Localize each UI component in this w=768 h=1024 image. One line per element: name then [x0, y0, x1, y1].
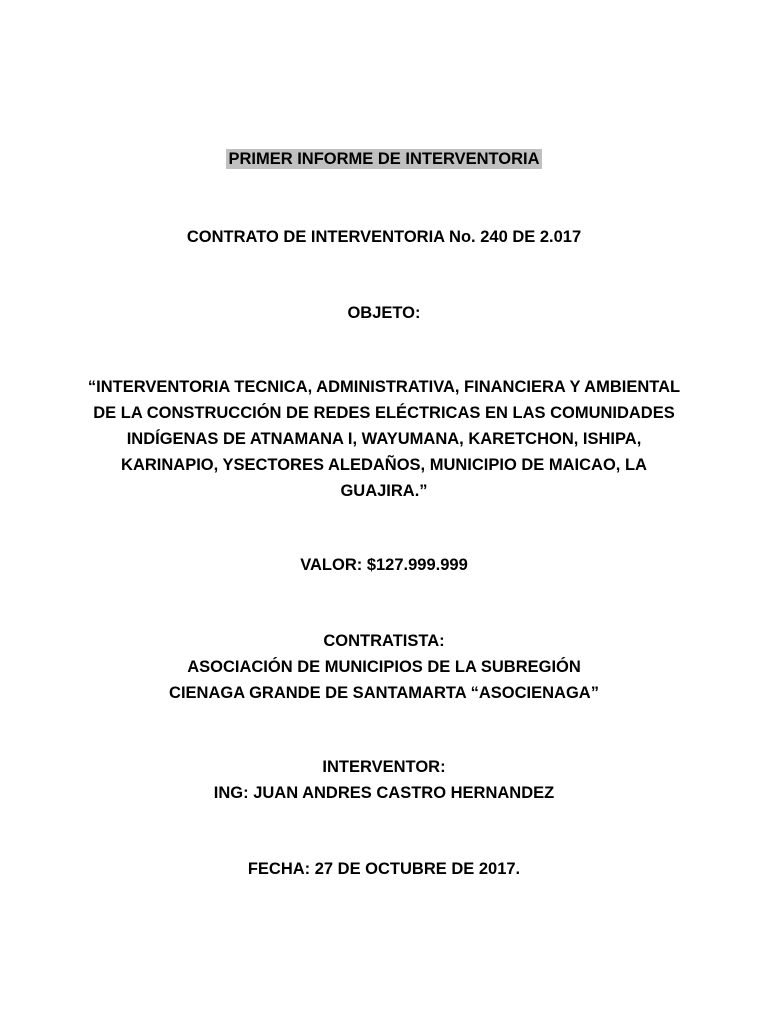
supervisor-label: INTERVENTOR:	[322, 758, 446, 776]
contractor-line-1: ASOCIACIÓN DE MUNICIPIOS DE LA SUBREGIÓN	[187, 658, 581, 676]
contract-value: VALOR: $127.999.999	[300, 556, 468, 574]
report-title-line	[60, 147, 708, 172]
report-title: PRIMER INFORME DE INTERVENTORIA	[228, 150, 540, 168]
supervisor-name: ING: JUAN ANDRES CASTRO HERNANDEZ	[213, 784, 555, 802]
contract-number: CONTRATO DE INTERVENTORIA No. 240 DE 2.017	[186, 228, 582, 246]
object-line-3: INDÍGENAS DE ATNAMANA I, WAYUMANA, KARETCHON, ISHIPA,	[126, 430, 642, 448]
contractor-label: CONTRATISTA:	[323, 632, 445, 650]
contractor-line-2: CIENAGA GRANDE DE SANTAMARTA “ASOCIENAGA”	[169, 684, 599, 702]
object-label: OBJETO:	[347, 304, 421, 322]
object-line-4: KARINAPIO, YSECTORES ALEDAÑOS, MUNICIPIO DE MAICAO, LA	[121, 456, 647, 474]
object-line-5: GUAJIRA.”	[340, 482, 428, 500]
object-line-1: “INTERVENTORIA TECNICA, ADMINISTRATIVA, FINANCIERA Y AMBIENTAL	[87, 378, 681, 396]
report-date: FECHA: 27 DE OCTUBRE DE 2017.	[247, 860, 521, 878]
object-line-2: DE LA CONSTRUCCIÓN DE REDES ELÉCTRICAS EN LAS COMUNIDADES	[93, 404, 675, 422]
